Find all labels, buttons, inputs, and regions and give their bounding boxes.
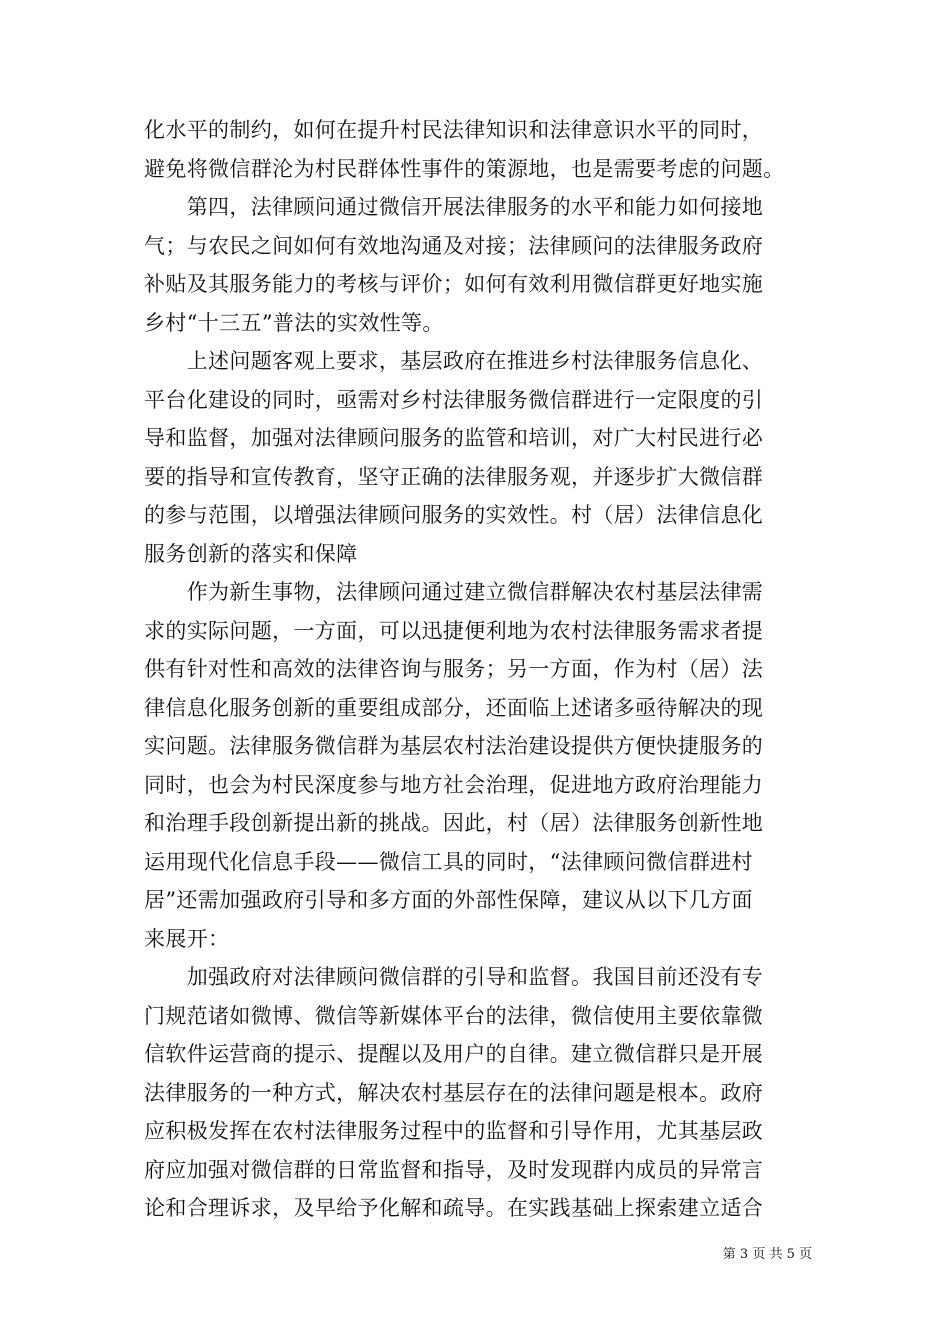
text-line: 信软件运营商的提示、提醒以及用户的自律。建立微信群只是开展 bbox=[144, 1042, 764, 1066]
text-line: 导和监督，加强对法律顾问服务的监管和培训，对广大村民进行必 bbox=[144, 426, 764, 450]
text-line: 论和合理诉求，及早给予化解和疏导。在实践基础上探索建立适合 bbox=[144, 1196, 764, 1220]
text-line: 化水平的制约，如何在提升村民法律知识和法律意识水平的同时， bbox=[144, 118, 764, 142]
text-line: 应积极发挥在农村法律服务过程中的监督和引导作用，尤其基层政 bbox=[144, 1119, 764, 1143]
page-number-footer: 第 3 页 共 5 页 bbox=[722, 1247, 812, 1262]
text-line: 平台化建设的同时，亟需对乡村法律服务微信群进行一定限度的引 bbox=[144, 387, 764, 412]
text-line: 求的实际问题，一方面，可以迅捷便利地为农村法律服务需求者提 bbox=[144, 618, 764, 643]
text-line: 律信息化服务创新的重要组成部分，还面临上述诸多亟待解决的现 bbox=[144, 695, 764, 720]
text-line: 乡村“十三五”普法的实效性等。 bbox=[144, 310, 444, 335]
text-line: 实问题。法律服务微信群为基层农村法治建设提供方便快捷服务的 bbox=[144, 734, 764, 758]
text-line: 气；与农民之间如何有效地沟通及对接；法律顾问的法律服务政府 bbox=[144, 233, 764, 258]
text-line: 的参与范围，以增强法律顾问服务的实效性。村（居）法律信息化 bbox=[144, 503, 764, 527]
text-line: 居”还需加强政府引导和多方面的外部性保障，建议从以下几方面 bbox=[144, 888, 753, 912]
text-line: 服务创新的落实和保障 bbox=[144, 541, 358, 566]
text-line: 第四，法律顾问通过微信开展法律服务的水平和能力如何接地 bbox=[144, 195, 764, 219]
text-line: 府应加强对微信群的日常监督和指导，及时发现群内成员的异常言 bbox=[144, 1157, 764, 1182]
text-line: 上述问题客观上要求，基层政府在推进乡村法律服务信息化、 bbox=[144, 349, 764, 373]
text-line: 要的指导和宣传教育，坚守正确的法律服务观，并逐步扩大微信群 bbox=[144, 464, 764, 489]
text-line: 同时，也会为村民深度参与地方社会治理，促进地方政府治理能力 bbox=[144, 772, 764, 797]
text-line: 门规范诸如微博、微信等新媒体平台的法律，微信使用主要依靠微 bbox=[144, 1003, 764, 1028]
text-line: 和治理手段创新提出新的挑战。因此，村（居）法律服务创新性地 bbox=[144, 811, 764, 835]
body-text bbox=[144, 111, 808, 1228]
text-line: 补贴及其服务能力的考核与评价；如何有效利用微信群更好地实施 bbox=[144, 272, 764, 296]
text-line: 供有针对性和高效的法律咨询与服务；另一方面，作为村（居）法 bbox=[144, 657, 764, 681]
text-line: 运用现代化信息手段——微信工具的同时，“法律顾问微信群进村 bbox=[144, 849, 753, 874]
text-line: 法律服务的一种方式，解决农村基层存在的法律问题是根本。政府 bbox=[144, 1080, 764, 1105]
text-line: 避免将微信群沦为村民群体性事件的策源地，也是需要考虑的问题。 bbox=[144, 156, 785, 181]
text-line: 作为新生事物，法律顾问通过建立微信群解决农村基层法律需 bbox=[144, 580, 764, 604]
text-line: 来展开： bbox=[144, 926, 230, 951]
text-line: 加强政府对法律顾问微信群的引导和监督。我国目前还没有专 bbox=[144, 965, 764, 989]
